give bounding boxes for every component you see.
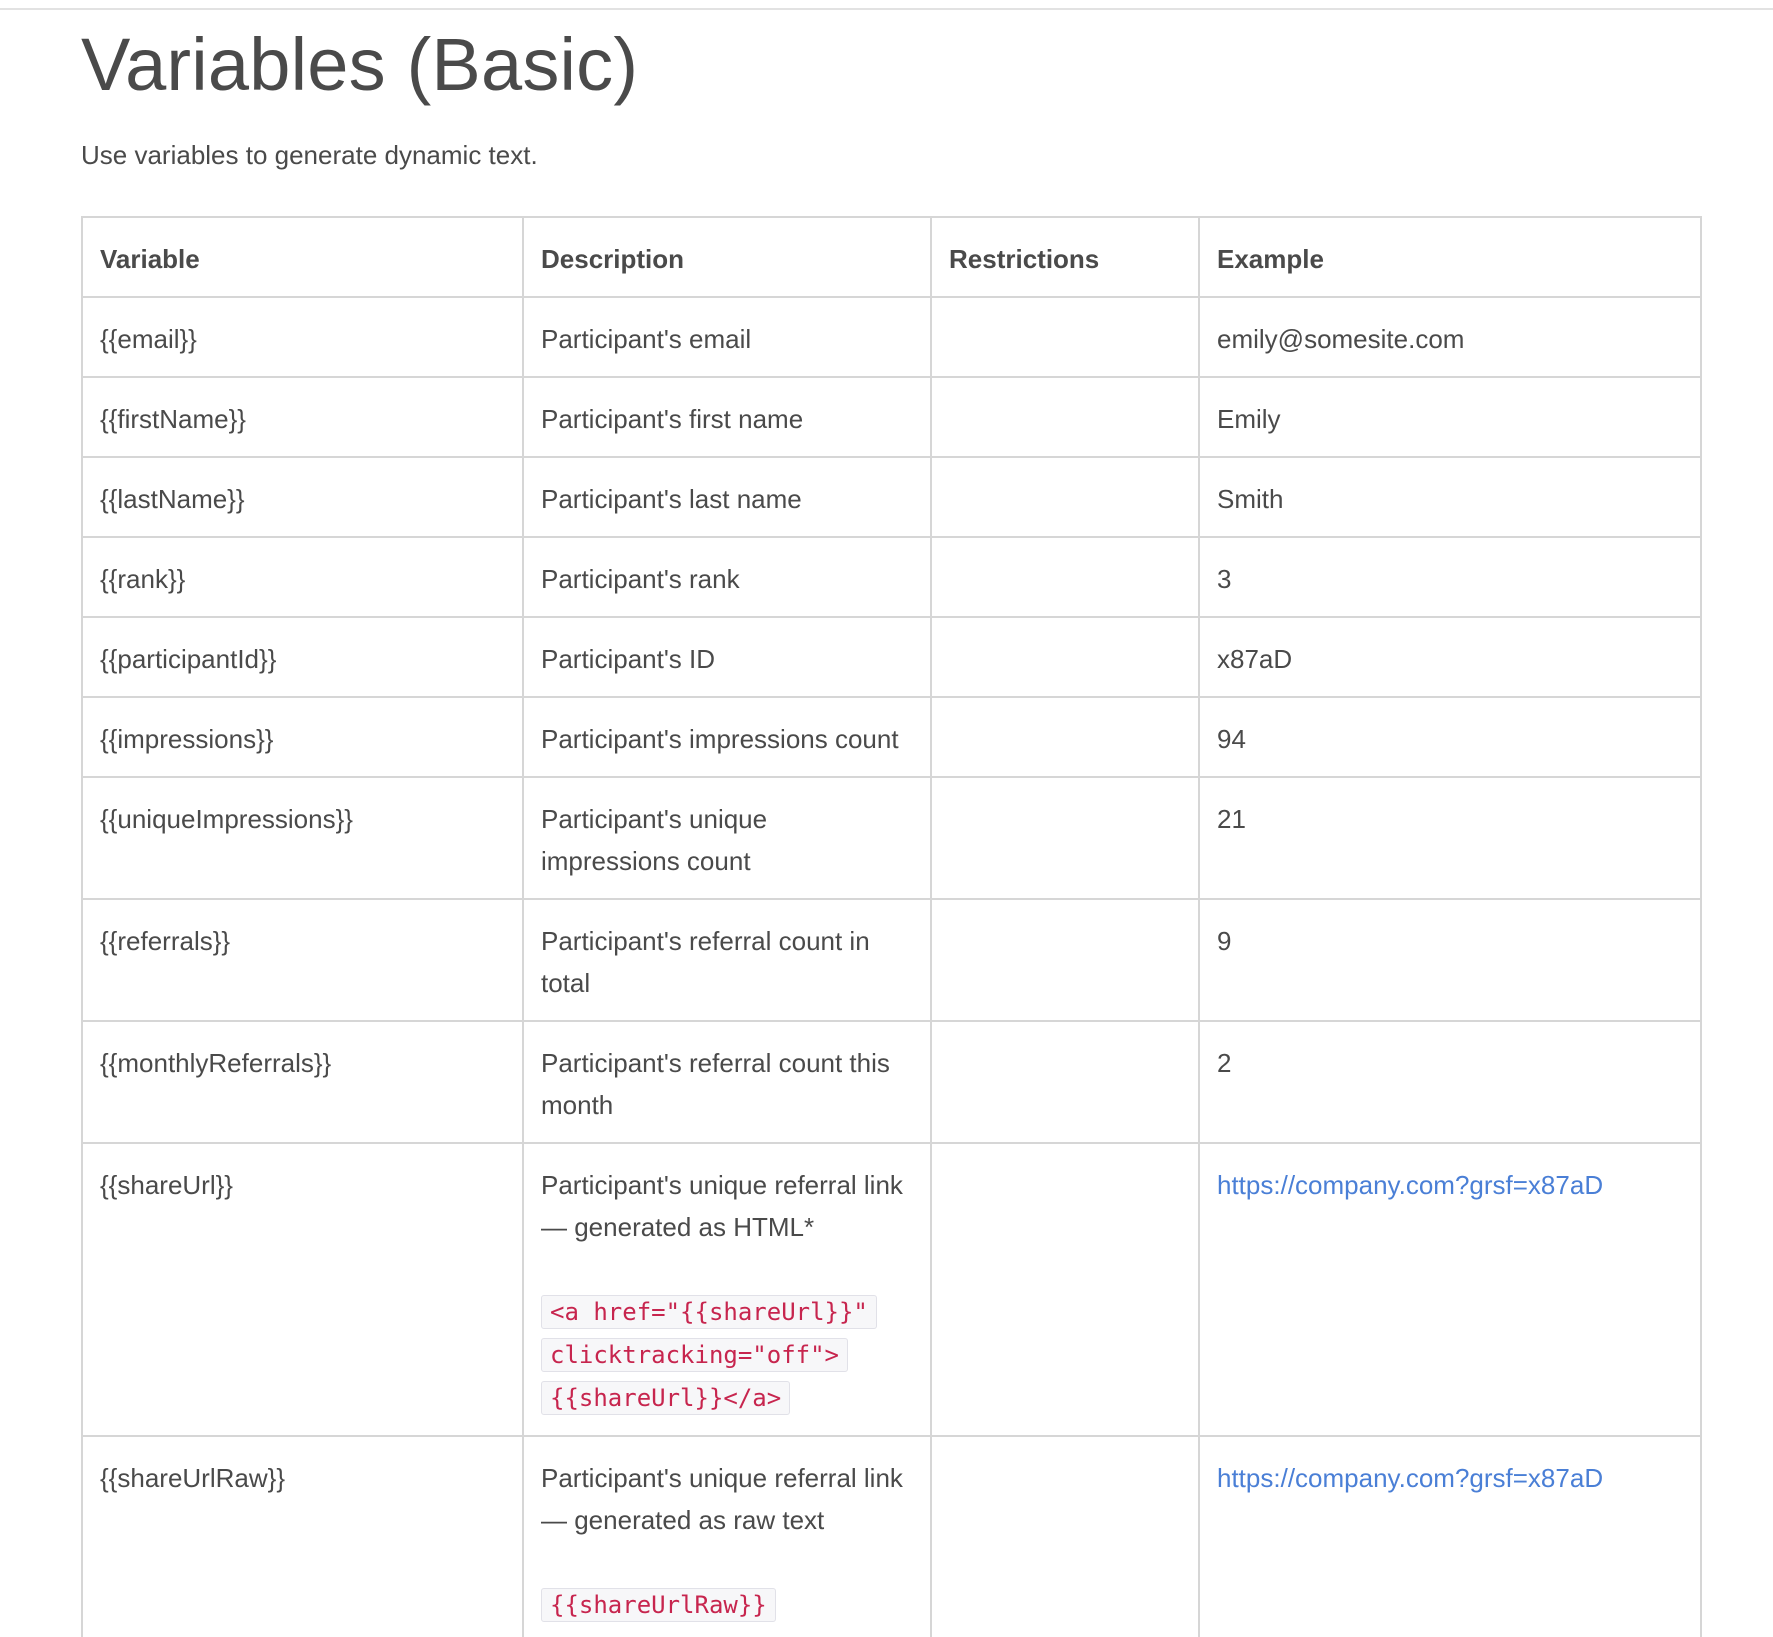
- header-example: Example: [1199, 217, 1701, 297]
- description-cell: [523, 1436, 931, 1637]
- table-row: [82, 297, 1701, 377]
- variables-table: [81, 216, 1702, 1637]
- table-row: [82, 899, 1701, 1021]
- variable-cell: {{referrals}}: [82, 899, 523, 1021]
- example-cell: x87aD: [1199, 617, 1701, 697]
- header-variable: Variable: [82, 217, 523, 297]
- header-description: Description: [523, 217, 931, 297]
- example-cell: Emily: [1199, 377, 1701, 457]
- restrictions-cell: [931, 457, 1199, 537]
- header-restrictions: Restrictions: [931, 217, 1199, 297]
- description-text: Participant's unique referral link — generated as raw text: [541, 1463, 903, 1535]
- description-text: Participant's unique referral link — generated as HTML*: [541, 1170, 903, 1242]
- code-snippet: {{shareUrlRaw}}: [541, 1588, 776, 1622]
- restrictions-cell: [931, 777, 1199, 899]
- example-link[interactable]: https://company.com?grsf=x87aD: [1217, 1170, 1604, 1200]
- variable-cell: {{shareUrl}}: [82, 1143, 523, 1436]
- variable-cell: {{lastName}}: [82, 457, 523, 537]
- table-header-row: [82, 217, 1701, 297]
- description-cell: [523, 1143, 931, 1436]
- example-cell: 2: [1199, 1021, 1701, 1143]
- restrictions-cell: [931, 377, 1199, 457]
- restrictions-cell: [931, 899, 1199, 1021]
- table-row: [82, 1436, 1701, 1637]
- description-cell: Participant's first name: [523, 377, 931, 457]
- example-link[interactable]: https://company.com?grsf=x87aD: [1217, 1463, 1604, 1493]
- restrictions-cell: [931, 297, 1199, 377]
- example-cell: emily@somesite.com: [1199, 297, 1701, 377]
- description-cell: Participant's referral count in total: [523, 899, 931, 1021]
- variable-cell: {{impressions}}: [82, 697, 523, 777]
- restrictions-cell: [931, 1143, 1199, 1436]
- code-sample: [541, 1290, 913, 1419]
- description-cell: Participant's email: [523, 297, 931, 377]
- restrictions-cell: [931, 537, 1199, 617]
- example-cell: [1199, 1436, 1701, 1637]
- variable-cell: {{shareUrlRaw}}: [82, 1436, 523, 1637]
- top-divider: [0, 8, 1773, 10]
- code-snippet: <a href="{{shareUrl}}" clicktracking="off">{{shareUrl}}</a>: [541, 1295, 877, 1415]
- table-row: [82, 1143, 1701, 1436]
- description-cell: Participant's rank: [523, 537, 931, 617]
- table-row: [82, 537, 1701, 617]
- variable-cell: {{monthlyReferrals}}: [82, 1021, 523, 1143]
- description-cell: Participant's unique impressions count: [523, 777, 931, 899]
- example-cell: 3: [1199, 537, 1701, 617]
- description-cell: Participant's impressions count: [523, 697, 931, 777]
- restrictions-cell: [931, 697, 1199, 777]
- table-row: [82, 377, 1701, 457]
- variable-cell: {{participantId}}: [82, 617, 523, 697]
- example-cell: 21: [1199, 777, 1701, 899]
- example-cell: [1199, 1143, 1701, 1436]
- example-cell: 94: [1199, 697, 1701, 777]
- variable-cell: {{email}}: [82, 297, 523, 377]
- table-row: [82, 1021, 1701, 1143]
- table-row: [82, 617, 1701, 697]
- table-row: [82, 777, 1701, 899]
- description-cell: Participant's ID: [523, 617, 931, 697]
- description-cell: Participant's last name: [523, 457, 931, 537]
- restrictions-cell: [931, 1021, 1199, 1143]
- restrictions-cell: [931, 1436, 1199, 1637]
- variable-cell: {{firstName}}: [82, 377, 523, 457]
- variable-cell: {{rank}}: [82, 537, 523, 617]
- table-row: [82, 457, 1701, 537]
- restrictions-cell: [931, 617, 1199, 697]
- variable-cell: {{uniqueImpressions}}: [82, 777, 523, 899]
- code-sample: [541, 1583, 913, 1626]
- example-cell: Smith: [1199, 457, 1701, 537]
- description-cell: Participant's referral count this month: [523, 1021, 931, 1143]
- table-row: [82, 697, 1701, 777]
- example-cell: 9: [1199, 899, 1701, 1021]
- page-title: Variables (Basic): [81, 23, 639, 106]
- page-lead: Use variables to generate dynamic text.: [81, 140, 538, 170]
